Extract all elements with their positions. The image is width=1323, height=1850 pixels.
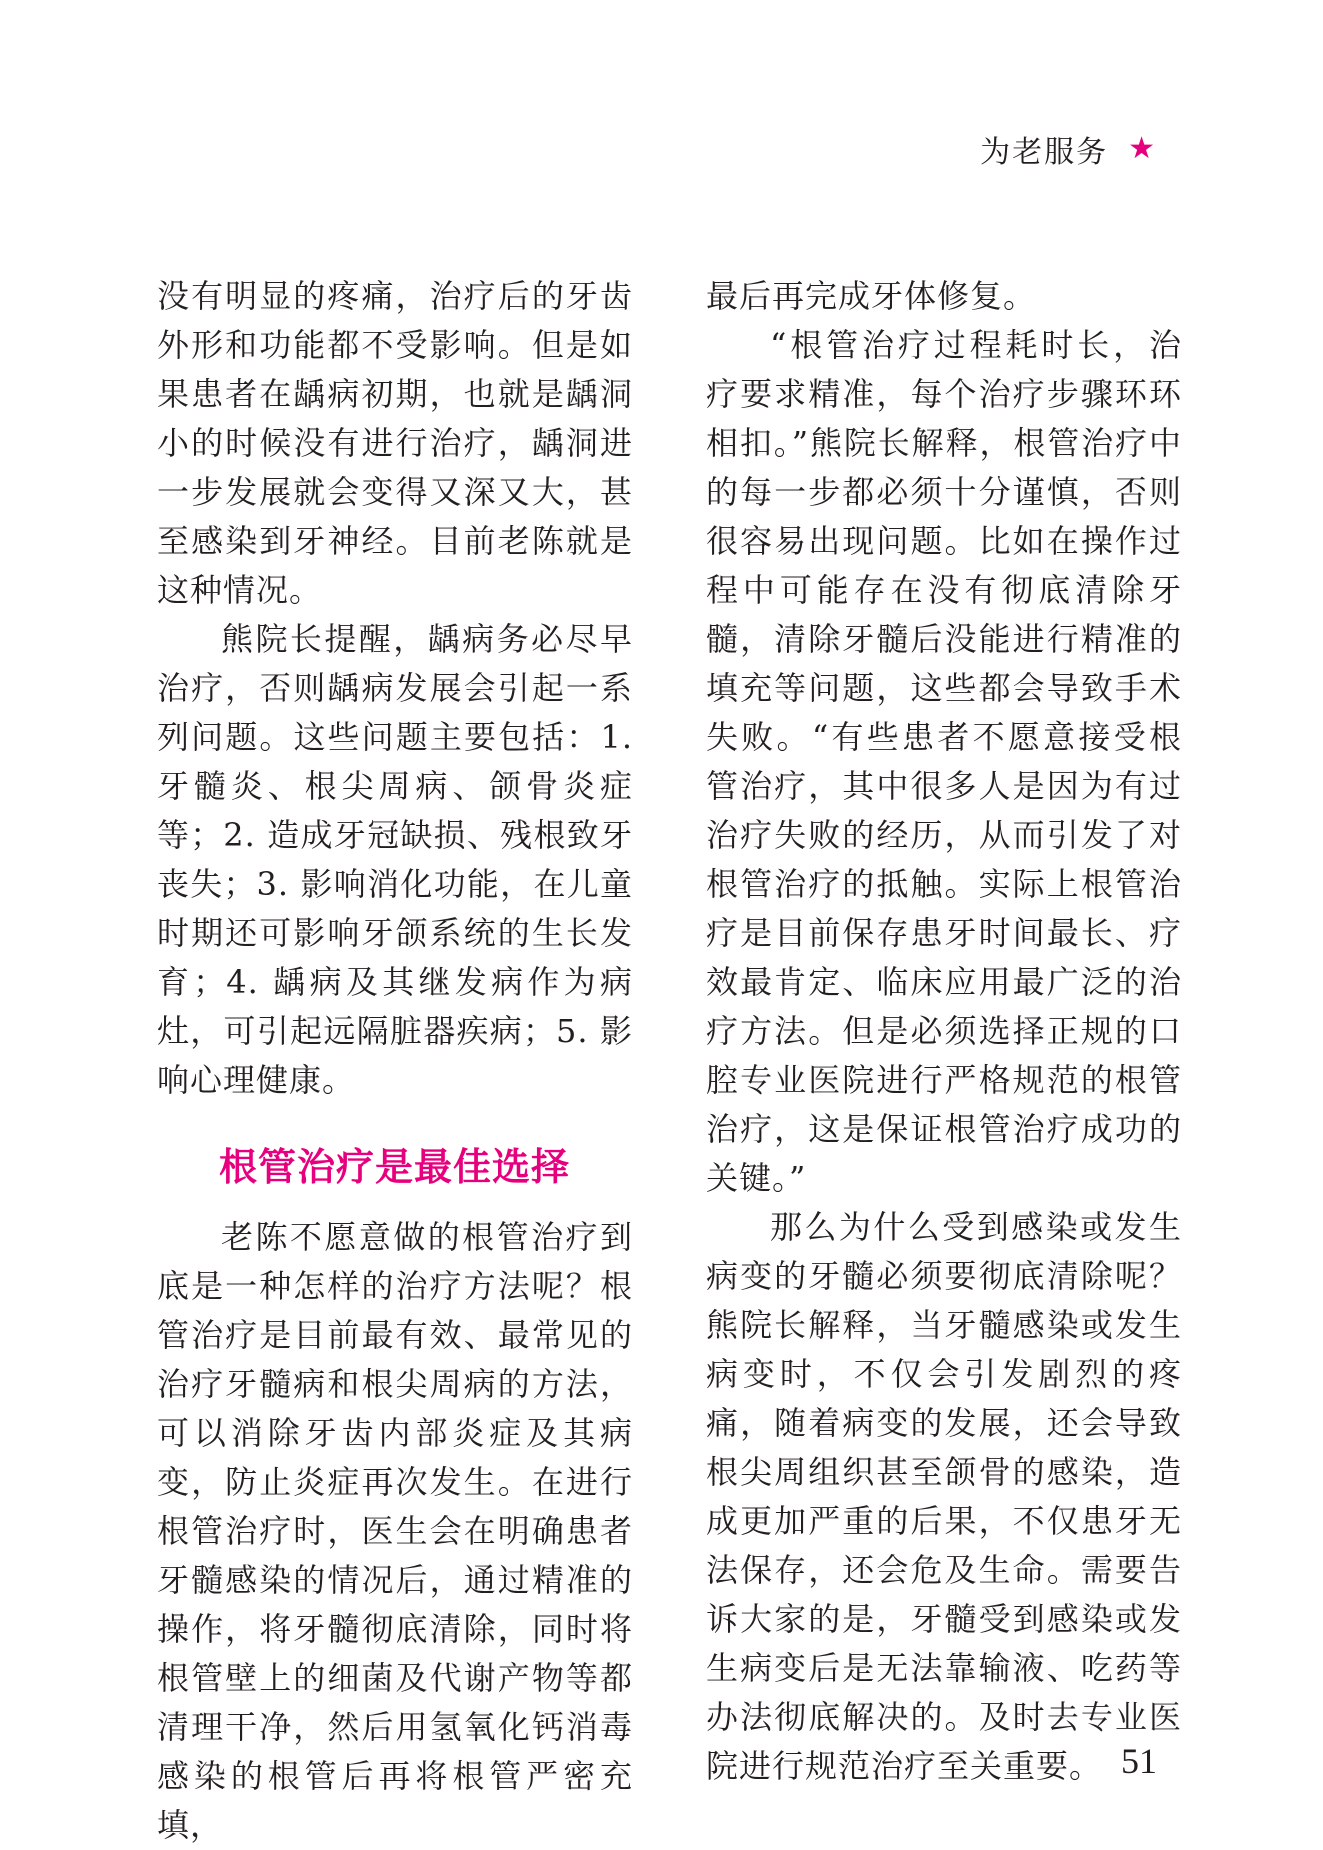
paragraph: 没有明显的疼痛，治疗后的牙齿外形和功能都不受影响。但是如果患者在龋病初期，也就是龋洞小的时候没有进行治疗，龋洞进一步发展就会变得又深又大，甚至感染到牙神经。目前老陈就是这种情况。 — [157, 277, 633, 609]
left-column — [157, 272, 633, 1850]
section-label: 为老服务 — [980, 135, 1109, 170]
running-header — [980, 127, 1155, 171]
paragraph: 那么为什么受到感染或发生病变的牙髓必须要彻底清除呢？熊院长解释，当牙髓感染或发生病变时，不仅会引发剧烈的疼痛，随着病变的发展，还会导致根尖周组织甚至颌骨的感染，造成更加严重的后果，不仅患牙无法保存，还会危及生命。需要告诉大家的是，牙髓受到感染或发生病变后是无法靠输液、吃药等办法彻底解决的。及时去专业医院进行规范治疗至关重要。 — [706, 1208, 1182, 1785]
paragraph: “根管治疗过程耗时长，治疗要求精准，每个治疗步骤环环相扣。”熊院长解释，根管治疗中的每一步都必须十分谨慎，否则很容易出现问题。比如在操作过程中可能存在没有彻底清除牙髓，清除牙髓后没能进行精准的填充等问题，这些都会导致手术失败。“有些患者不愿意接受根管治疗，其中很多人是因为有过治疗失败的经历，从而引发了对根管治疗的抵触。实际上根管治疗是目前保存患牙时间最长、疗效最肯定、临床应用最广泛的治疗方法。但是必须选择正规的口腔专业医院进行严格规范的根管治疗，这是保证根管治疗成功的关键。” — [706, 326, 1182, 1197]
paragraph: 最后再完成牙体修复。 — [706, 277, 1037, 315]
page-number: 51 — [1121, 1741, 1157, 1781]
right-column — [706, 272, 1182, 1791]
paragraph: 熊院长提醒，龋病务必尽早治疗，否则龋病发展会引起一系列问题。这些问题主要包括：1. 牙髓炎、根尖周病、颌骨炎症等；2. 造成牙冠缺损、残根致牙丧失；3. 影响消化功能，在儿童时期还可影响牙颌系统的生长发育；4. 龋病及其继发病作为病灶，可引起远隔脏器疾病；5. 影响心理健康。 — [157, 620, 633, 1099]
paragraph: 老陈不愿意做的根管治疗到底是一种怎样的治疗方法呢？根管治疗是目前最有效、最常见的治疗牙髓病和根尖周病的方法，可以消除牙齿内部炎症及其病变，防止炎症再次发生。在进行根管治疗时，医生会在明确患者牙髓感染的情况后，通过精准的操作，将牙髓彻底清除，同时将根管壁上的细菌及代谢产物等都清理干净，然后用氢氧化钙消毒感染的根管后再将根管严密充填， — [157, 1218, 633, 1844]
star-icon: ★ — [1128, 131, 1155, 166]
section-heading: 根管治疗是最佳选择 — [219, 1145, 571, 1189]
